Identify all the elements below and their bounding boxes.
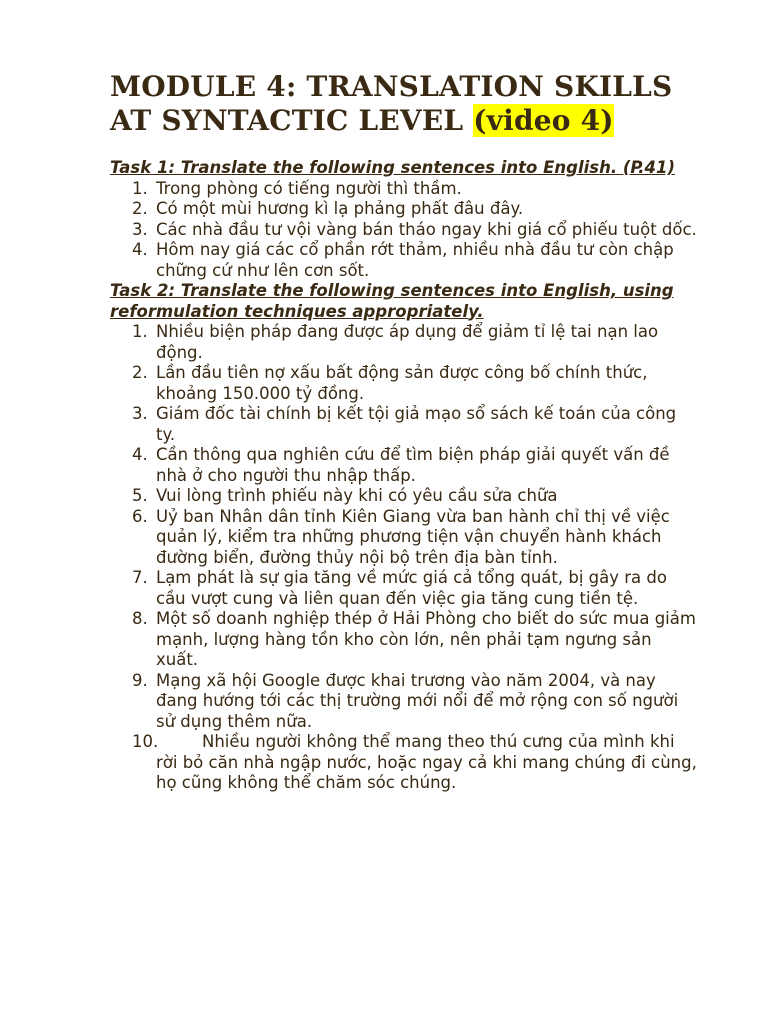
item-text: Mạng xã hội Google được khai trương vào năm 2004, và nay đang hướng tới các thị trường mới nổi để mở rộng con số người sử dụng thêm nữa. [156, 670, 679, 731]
item-number: 2. [132, 363, 148, 382]
item-text: Vui lòng trình phiếu này khi có yêu cầu sửa chữa [156, 486, 558, 505]
item-number: 4. [132, 240, 148, 259]
task2-list [110, 322, 698, 794]
item-text: Lạm phát là sự gia tăng về mức giá cả tổng quát, bị gây ra do cầu vượt cung và liên quan đến việc gia tăng cung tiền tệ. [156, 568, 667, 608]
item-text: Giám đốc tài chính bị kết tội giả mạo sổ sách kế toán của công ty. [156, 404, 677, 444]
item-number: 4. [132, 445, 148, 464]
item-text: Các nhà đầu tư vội vàng bán tháo ngay khi giá cổ phiếu tuột dốc. [156, 219, 697, 239]
list-item [110, 220, 698, 241]
module-title-main: MODULE 4: TRANSLATION SKILLS AT SYNTACTIC LEVEL [110, 70, 673, 137]
list-item [110, 445, 698, 486]
item-text: Lần đầu tiên nợ xấu bất động sản được công bố chính thức, khoảng 150.000 tỷ đồng. [156, 363, 648, 403]
item-number: 7. [132, 568, 148, 587]
list-item [110, 732, 698, 794]
item-text: Có một mùi hương kì lạ phảng phất đâu đây. [156, 199, 524, 218]
task2-heading: Task 2: Translate the following sentences into English, using reformulation techniques appropriately. [110, 281, 674, 321]
item-number: 6. [132, 506, 148, 526]
item-number: 1. [132, 178, 148, 198]
item-text: Hôm nay giá các cổ phần rớt thảm, nhiều nhà đầu tư còn chập chững cứ như lên cơn sốt. [156, 240, 674, 280]
list-item [110, 240, 698, 281]
list-item [110, 363, 698, 404]
item-number: 2. [132, 199, 148, 218]
module-title [110, 70, 698, 138]
list-item [110, 568, 698, 609]
item-number: 1. [132, 322, 148, 341]
list-item [110, 404, 698, 445]
list-item [110, 486, 698, 507]
item-number: 3. [132, 404, 148, 423]
item-text: Trong phòng có tiếng người thì thầm. [156, 178, 462, 198]
list-item [110, 507, 698, 569]
item-number: 8. [132, 609, 148, 628]
item-number: 9. [132, 670, 148, 690]
video-highlight: (video 4) [473, 104, 614, 137]
list-item [110, 609, 698, 671]
item-text: Uỷ ban Nhân dân tỉnh Kiên Giang vừa ban hành chỉ thị về việc quản lý, kiểm tra những phương tiện vận chuyển hành khách đường biển, đường thủy nội bộ trên địa bàn tỉnh. [156, 506, 670, 567]
task1-heading: Task 1: Translate the following sentences into English. (P.41) [110, 158, 675, 177]
item-text: Cần thông qua nghiên cứu để tìm biện pháp giải quyết vấn đề nhà ở cho người thu nhập thấp. [156, 445, 670, 485]
item-text: Nhiều người không thể mang theo thú cưng của mình khi rời bỏ căn nhà ngập nước, hoặc ngay cả khi mang chúng đi cùng, họ cũng không thể chăm sóc chúng. [156, 732, 697, 792]
list-item [110, 671, 698, 733]
item-number: 5. [132, 486, 148, 505]
item-text: Nhiều biện pháp đang được áp dụng để giảm tỉ lệ tai nạn lao động. [156, 322, 659, 362]
item-number: 10. [132, 732, 159, 751]
list-item [110, 199, 698, 220]
list-item [110, 322, 698, 363]
item-number: 3. [132, 219, 148, 239]
list-item [110, 179, 698, 200]
item-text: Một số doanh nghiệp thép ở Hải Phòng cho biết do sức mua giảm mạnh, lượng hàng tồn kho còn lớn, nên phải tạm ngưng sản xuất. [156, 609, 696, 669]
task1-list [110, 179, 698, 282]
